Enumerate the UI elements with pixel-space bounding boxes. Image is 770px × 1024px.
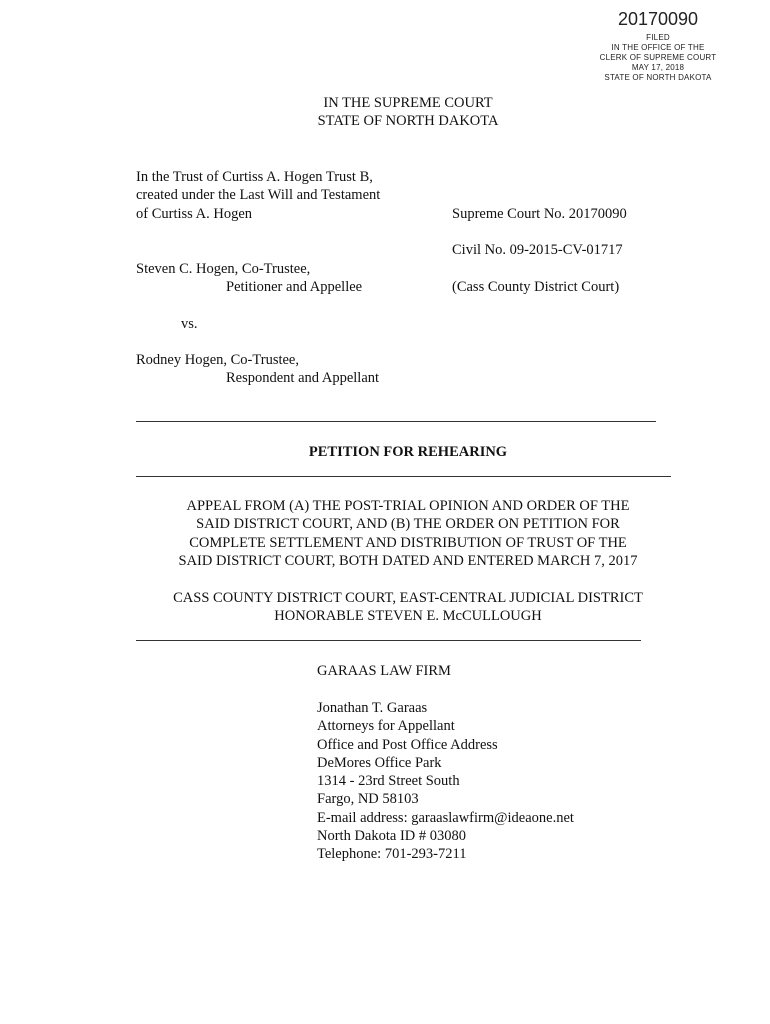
appeal-line: APPEAL FROM (A) THE POST-TRIAL OPINION AND ORDER OF THE — [186, 498, 630, 514]
stamp-line: STATE OF NORTH DAKOTA — [604, 73, 712, 82]
petitioner-name: Steven C. Hogen, Co-Trustee, — [136, 261, 311, 277]
divider-rule — [136, 640, 641, 641]
counsel-line: Fargo, ND 58103 — [317, 791, 419, 808]
stamp-line: CLERK OF SUPREME COURT — [599, 53, 717, 62]
court-state: STATE OF NORTH DAKOTA — [317, 113, 499, 130]
counsel-line: Jonathan T. Garaas — [317, 700, 428, 716]
lower-court — [108, 589, 708, 626]
petitioner-role: Petitioner and Appellee — [226, 279, 363, 295]
filing-stamp — [580, 8, 736, 83]
versus: vs. — [181, 316, 198, 332]
filing-number: 20170090 — [617, 9, 699, 29]
appeal-description — [108, 497, 708, 570]
appeal-line: SAID DISTRICT COURT, AND (B) THE ORDER ON PETITION FOR — [196, 516, 620, 533]
counsel-email: E-mail address: garaaslawfirm@ideaone.net — [317, 809, 574, 826]
respondent-name: Rodney Hogen, Co-Trustee, — [136, 352, 299, 368]
respondent-role: Respondent and Appellant — [226, 370, 380, 386]
lower-court-line: CASS COUNTY DISTRICT COURT, EAST-CENTRAL JUDICIAL DISTRICT — [173, 590, 643, 606]
law-firm-name: GARAAS LAW FIRM — [317, 663, 451, 679]
matter-line: of Curtiss A. Hogen — [136, 205, 252, 222]
stamp-line: IN THE OFFICE OF THE — [611, 43, 705, 52]
appeal-line: SAID DISTRICT COURT, BOTH DATED AND ENTERED MARCH 7, 2017 — [178, 552, 638, 569]
counsel-line: Office and Post Office Address — [317, 736, 498, 753]
counsel-line: Attorneys for Appellant — [317, 718, 455, 735]
counsel-line: North Dakota ID # 03080 — [317, 828, 467, 845]
divider-rule — [136, 421, 656, 422]
appeal-line: COMPLETE SETTLEMENT AND DISTRIBUTION OF TRUST OF THE — [189, 534, 627, 551]
counsel-line: DeMores Office Park — [317, 754, 442, 771]
district-court: (Cass County District Court) — [452, 279, 620, 295]
counsel-phone: Telephone: 701-293-7211 — [317, 846, 467, 863]
court-heading — [258, 94, 558, 131]
matter-line: In the Trust of Curtiss A. Hogen Trust B, — [136, 169, 373, 185]
supreme-court-number: Supreme Court No. 20170090 — [452, 206, 627, 222]
document-title: PETITION FOR REHEARING — [308, 444, 508, 460]
counsel-line: 1314 - 23rd Street South — [317, 773, 460, 790]
lower-court-line: HONORABLE STEVEN E. McCULLOUGH — [274, 608, 542, 625]
court-name: IN THE SUPREME COURT — [323, 95, 493, 111]
matter-line: created under the Last Will and Testament — [136, 187, 381, 204]
stamp-line: MAY 17, 2018 — [631, 63, 685, 72]
matter-title — [136, 168, 380, 223]
stamp-line: FILED — [646, 33, 670, 42]
civil-number: Civil No. 09-2015-CV-01717 — [452, 242, 623, 258]
divider-rule — [136, 476, 671, 477]
counsel-details — [317, 699, 574, 864]
